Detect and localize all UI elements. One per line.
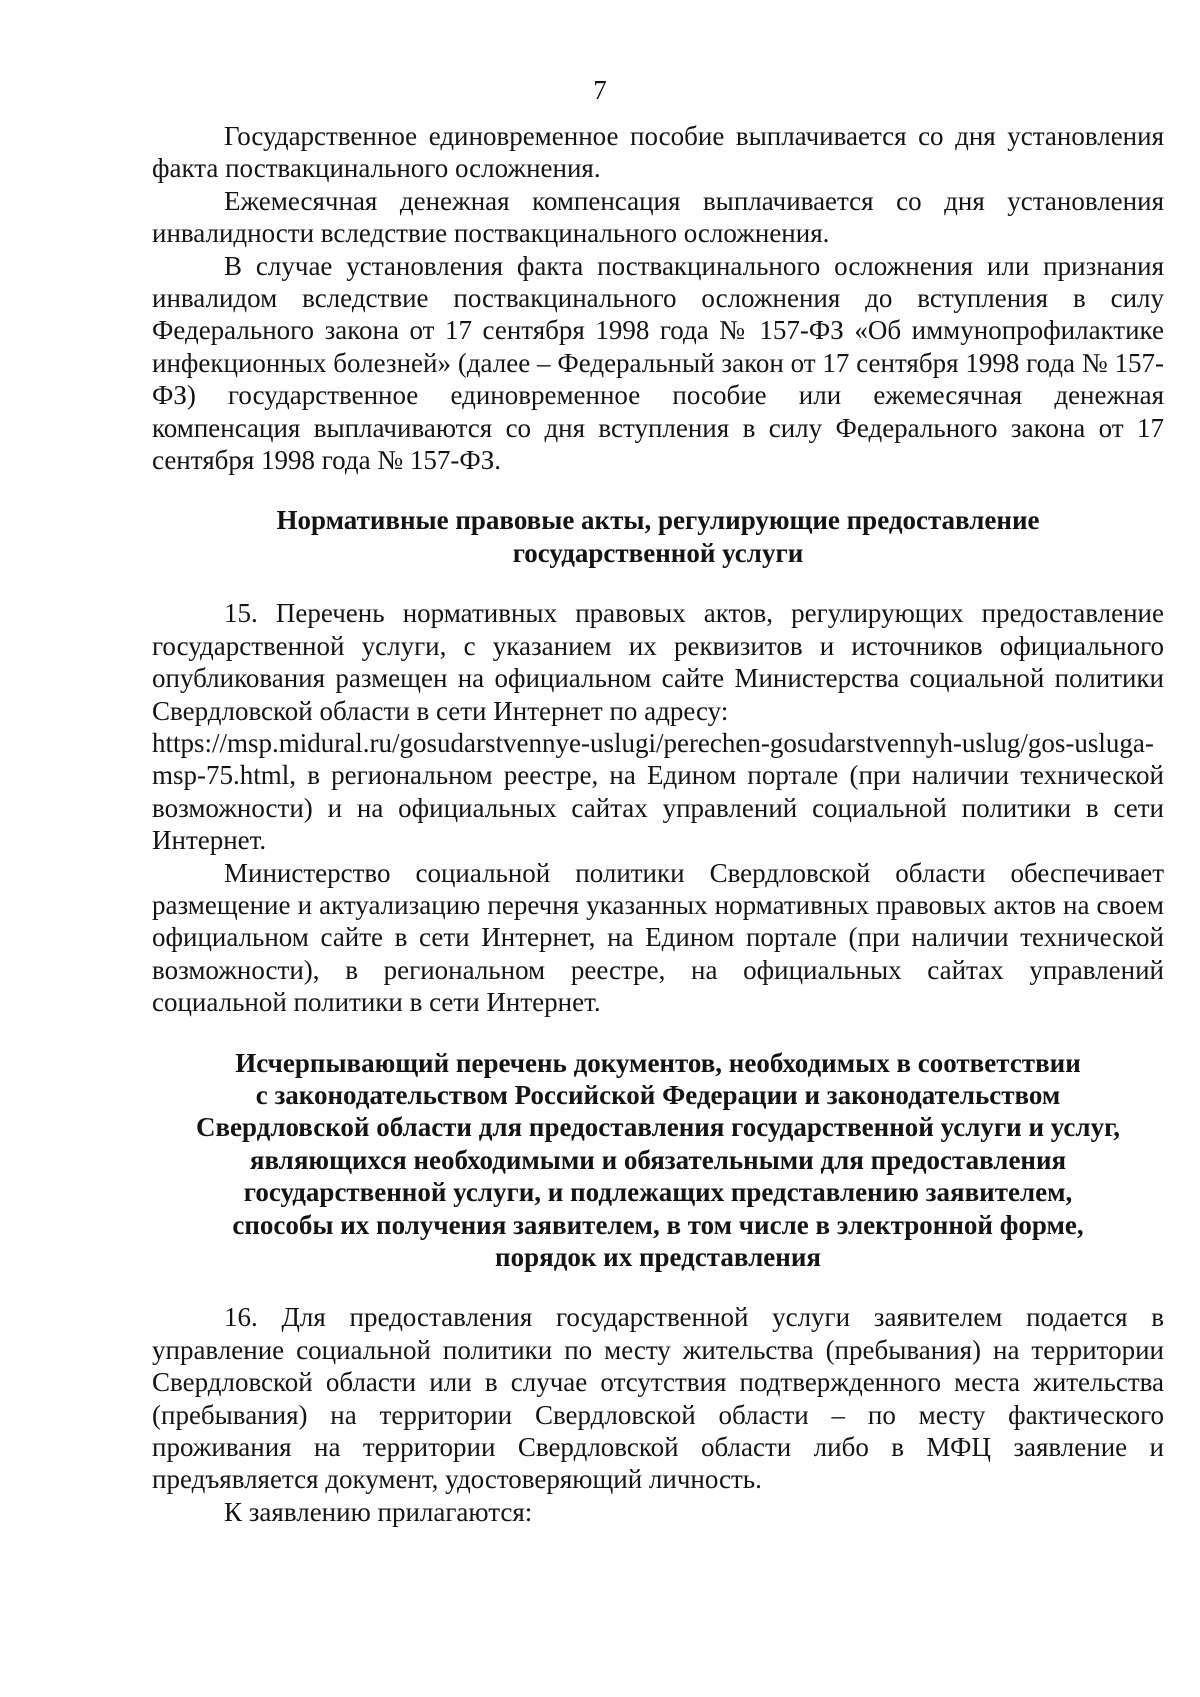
page-number: 7 — [593, 75, 607, 105]
heading-line: государственной услуги — [512, 537, 804, 568]
heading-line: с законодательством Российской Федерации и законодательством — [255, 1079, 1061, 1110]
paragraph-15-list-of-acts — [152, 597, 1164, 727]
heading-line: способы их получения заявителем, в том числе в электронной форме, — [232, 1209, 1084, 1240]
heading-line: являющихся необходимыми и обязательными для предоставления — [249, 1144, 1067, 1175]
heading-line: Исчерпывающий перечень документов, необходимых в соответствии — [235, 1047, 1081, 1078]
paragraph-16-application: 16. Для предоставления государственной услуги заявителем подается в управление социальной политики по месту жительства (пребывания) на территории Свердловской области или в случае отсутствия подтвержденного места жительства (пребывания) на территории Свердловской области – по месту фактического проживания на территории Свердловской области либо в МФЦ заявление и предъявляется документ, удостоверяющий личность. — [152, 1302, 1164, 1495]
paragraph-lump-sum-allowance: Государственное единовременное пособие выплачивается со дня установления факта поствакцинального осложнения. — [152, 121, 1164, 184]
ministry-url: https://msp.midural.ru/gosudarstvennye-uslugi/perechen-gosudarstvennyh-uslug/gos-usluga-msp-75.html, — [152, 727, 1154, 791]
heading-line: порядок их представления — [495, 1242, 821, 1272]
paragraph-15-url-continuation — [152, 727, 1164, 857]
paragraph-16-attachments-intro: К заявлению прилагаются: — [224, 1496, 533, 1527]
paragraph-15-text-end: в региональном реестре, на Едином портале (при наличии технической возможности) и на официальных сайтах управлений социальной политики в сети Интернет. — [152, 760, 1164, 856]
paragraph-before-federal-law: В случае установления факта поствакцинального осложнения или признания инвалидом вследствие поствакцинального осложнения до вступления в силу Федерального закона от 17 сентября 1998 года № 157-ФЗ «Об иммунопрофилактике инфекционных болезней» (далее – Федеральный закон от 17 сентября 1998 года № 157-ФЗ) государственное единовременное пособие или ежемесячная денежная компенсация выплачиваются со дня вступления в силу Федерального закона от 17 сентября 1998 года № 157-ФЗ. — [152, 250, 1164, 476]
section-heading-normative-acts — [152, 504, 1164, 569]
heading-line: Нормативные правовые акты, регулирующие предоставление — [276, 505, 1040, 536]
paragraph-15-text-start: 15. Перечень нормативных правовых актов, регулирующих предоставление государственной услуги, с указанием их реквизитов и источников официального опубликования размещен на официальном сайте Министерства социальной политики Свердловской области в сети Интернет по адресу: — [152, 598, 1164, 726]
paragraph-15-ministry-duties: Министерство социальной политики Свердловской области обеспечивает размещение и актуализацию перечня указанных нормативных правовых актов на своем официальном сайте в сети Интернет, на Едином портале (при наличии технической возможности), в региональном реестре, на официальных сайтах управлений социальной политики в сети Интернет. — [152, 857, 1164, 1018]
section-heading-documents-list — [152, 1047, 1164, 1274]
document-body — [152, 120, 1164, 1528]
heading-line: государственной услуги, и подлежащих представлению заявителем, — [243, 1177, 1073, 1208]
paragraph-monthly-compensation: Ежемесячная денежная компенсация выплачивается со дня установления инвалидности вследствие поствакцинального осложнения. — [152, 185, 1164, 249]
heading-line: Свердловской области для предоставления государственной услуги и услуг, — [195, 1112, 1121, 1143]
